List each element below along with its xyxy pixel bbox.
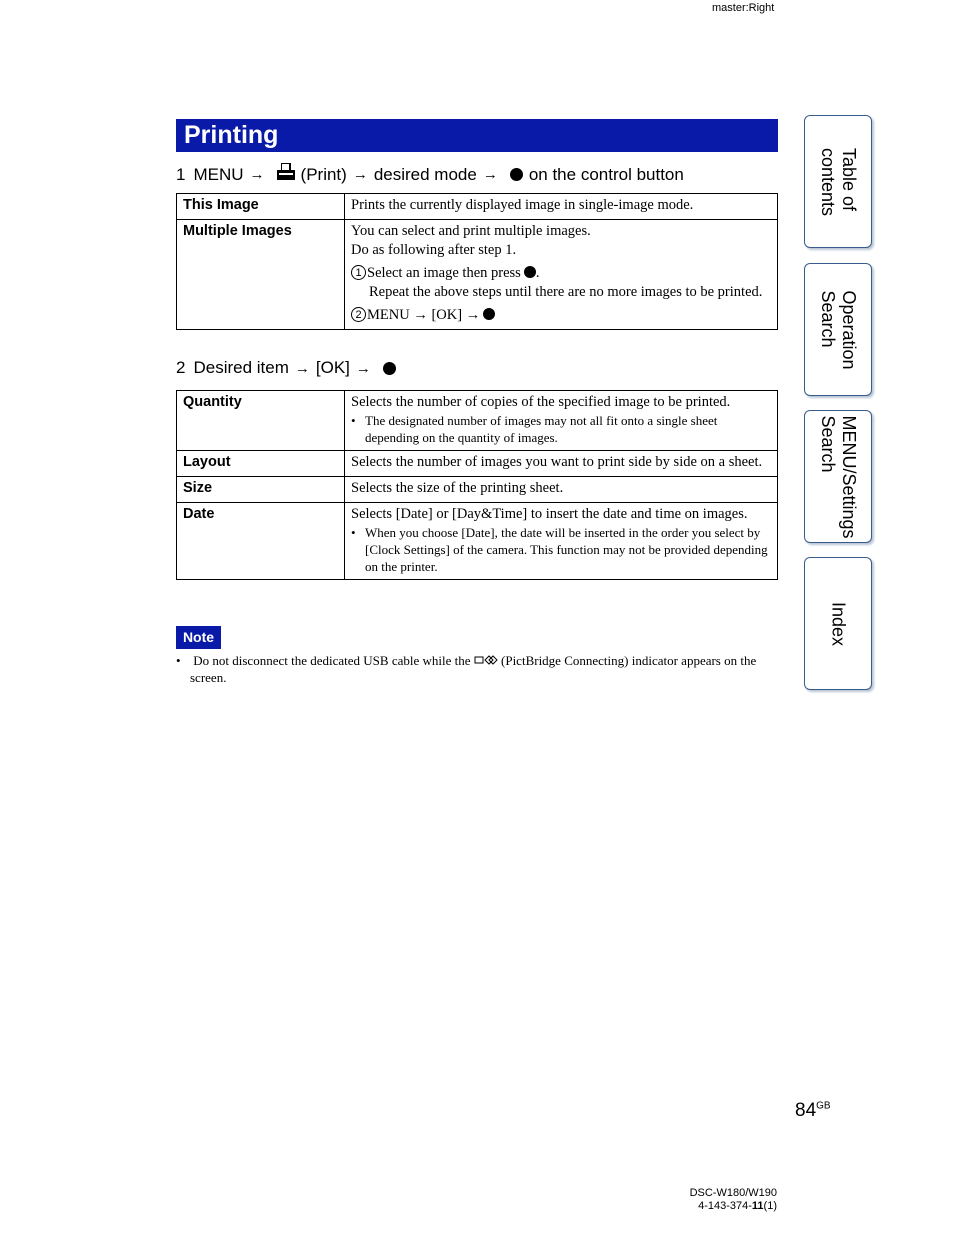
item-name: Size bbox=[177, 477, 345, 503]
item-name: Multiple Images bbox=[177, 220, 345, 330]
circled-number: 1 bbox=[351, 265, 366, 280]
footer bbox=[690, 1187, 777, 1213]
center-button-icon bbox=[483, 308, 495, 320]
arrow-icon: → bbox=[465, 307, 481, 323]
substep-1: 1 Select an image then press . bbox=[351, 264, 771, 283]
table-row bbox=[177, 391, 778, 451]
step-2 bbox=[176, 358, 402, 378]
table-row bbox=[177, 503, 778, 580]
arrow-icon: → bbox=[249, 166, 265, 183]
tab-label-line: MENU/Settings bbox=[839, 414, 859, 539]
code-bold: 11 bbox=[751, 1200, 764, 1212]
arrow-icon: → bbox=[294, 359, 310, 377]
substep-2 bbox=[351, 306, 771, 325]
menu-label: MENU bbox=[193, 164, 244, 184]
item-description bbox=[345, 391, 778, 451]
print-icon bbox=[275, 162, 297, 187]
print-label: (Print) bbox=[300, 164, 347, 184]
description-line: You can select and print multiple images. bbox=[351, 223, 591, 239]
tab-label-line: Index bbox=[828, 601, 849, 646]
substep-note: Repeat the above steps until there are no more images to be printed. bbox=[369, 284, 763, 300]
model-number: DSC-W180/W190 bbox=[689, 1187, 777, 1199]
arrow-icon: → bbox=[413, 307, 428, 323]
item-description: Selects the size of the printing sheet. bbox=[345, 477, 778, 503]
note-badge: Note bbox=[176, 626, 221, 649]
tab-operation-search[interactable] bbox=[804, 263, 872, 396]
ok-label: [OK] bbox=[431, 307, 463, 323]
item-description bbox=[345, 503, 778, 580]
description-text: Selects [Date] or [Day&Time] to insert the date and time on images. bbox=[351, 506, 748, 522]
item-name: Quantity bbox=[177, 391, 345, 451]
tab-index[interactable] bbox=[804, 557, 872, 690]
substep-text: Select an image then press bbox=[367, 265, 521, 281]
step-1 bbox=[176, 162, 684, 187]
step-number: 2 bbox=[176, 358, 186, 377]
center-button-icon bbox=[383, 362, 396, 375]
tab-label-line: Search bbox=[818, 414, 838, 473]
item-name: Date bbox=[177, 503, 345, 580]
bullet-note: • When you choose [Date], the date will be inserted in the order you select by [Clock Settings] of the camera. This function may not be provided depending on the printer. bbox=[351, 524, 771, 575]
note-text bbox=[176, 652, 778, 686]
bullet-note: • The designated number of images may not all fit onto a single sheet depending on the quantity of images. bbox=[351, 412, 771, 446]
print-settings-table bbox=[176, 390, 778, 580]
desired-item-label: Desired item bbox=[193, 358, 289, 377]
center-button-icon bbox=[510, 168, 523, 181]
tab-menu-settings-search[interactable] bbox=[804, 410, 872, 543]
desired-mode-label: desired mode bbox=[373, 164, 477, 184]
tab-table-of-contents[interactable] bbox=[804, 115, 872, 248]
ok-label: [OK] bbox=[315, 358, 350, 377]
table-row bbox=[177, 477, 778, 503]
code-suffix: (1) bbox=[763, 1200, 777, 1212]
note-text-start: Do not disconnect the dedicated USB cable while the bbox=[193, 653, 471, 668]
tab-label-line: Operation bbox=[839, 289, 859, 370]
document-code bbox=[690, 1200, 777, 1213]
center-button-icon bbox=[524, 266, 536, 278]
step-number: 1 bbox=[176, 164, 186, 184]
tab-label-line: Table of bbox=[839, 147, 859, 211]
page-number-suffix: GB bbox=[816, 1100, 831, 1112]
code-prefix: 4-143-374- bbox=[698, 1200, 752, 1212]
pictbridge-icon bbox=[474, 653, 501, 668]
arrow-icon: → bbox=[352, 166, 368, 183]
page-number-value: 84 bbox=[795, 1100, 817, 1121]
item-description bbox=[345, 220, 778, 330]
item-name: Layout bbox=[177, 451, 345, 477]
print-mode-table bbox=[176, 193, 778, 330]
circled-number: 2 bbox=[351, 307, 366, 322]
item-description: Selects the number of images you want to print side by side on a sheet. bbox=[345, 451, 778, 477]
item-name: This Image bbox=[177, 194, 345, 220]
menu-label: MENU bbox=[367, 307, 410, 323]
table-row bbox=[177, 451, 778, 477]
page-title: Printing bbox=[176, 119, 778, 152]
item-description: Prints the currently displayed image in single-image mode. bbox=[345, 194, 778, 220]
tab-label-line: Search bbox=[818, 289, 838, 348]
arrow-icon: → bbox=[355, 359, 371, 377]
description-line: Do as following after step 1. bbox=[351, 242, 517, 258]
description-text: Selects the number of copies of the specified image to be printed. bbox=[351, 394, 731, 410]
table-row bbox=[177, 194, 778, 220]
page-number bbox=[795, 1100, 831, 1122]
master-label: master:Right bbox=[712, 2, 775, 14]
table-row bbox=[177, 220, 778, 330]
control-button-text: on the control button bbox=[528, 164, 684, 184]
arrow-icon: → bbox=[482, 166, 498, 183]
note-text-end: (PictBridge Connecting) indicator appears on the screen. bbox=[190, 653, 757, 685]
tab-label-line: contents bbox=[818, 147, 838, 216]
